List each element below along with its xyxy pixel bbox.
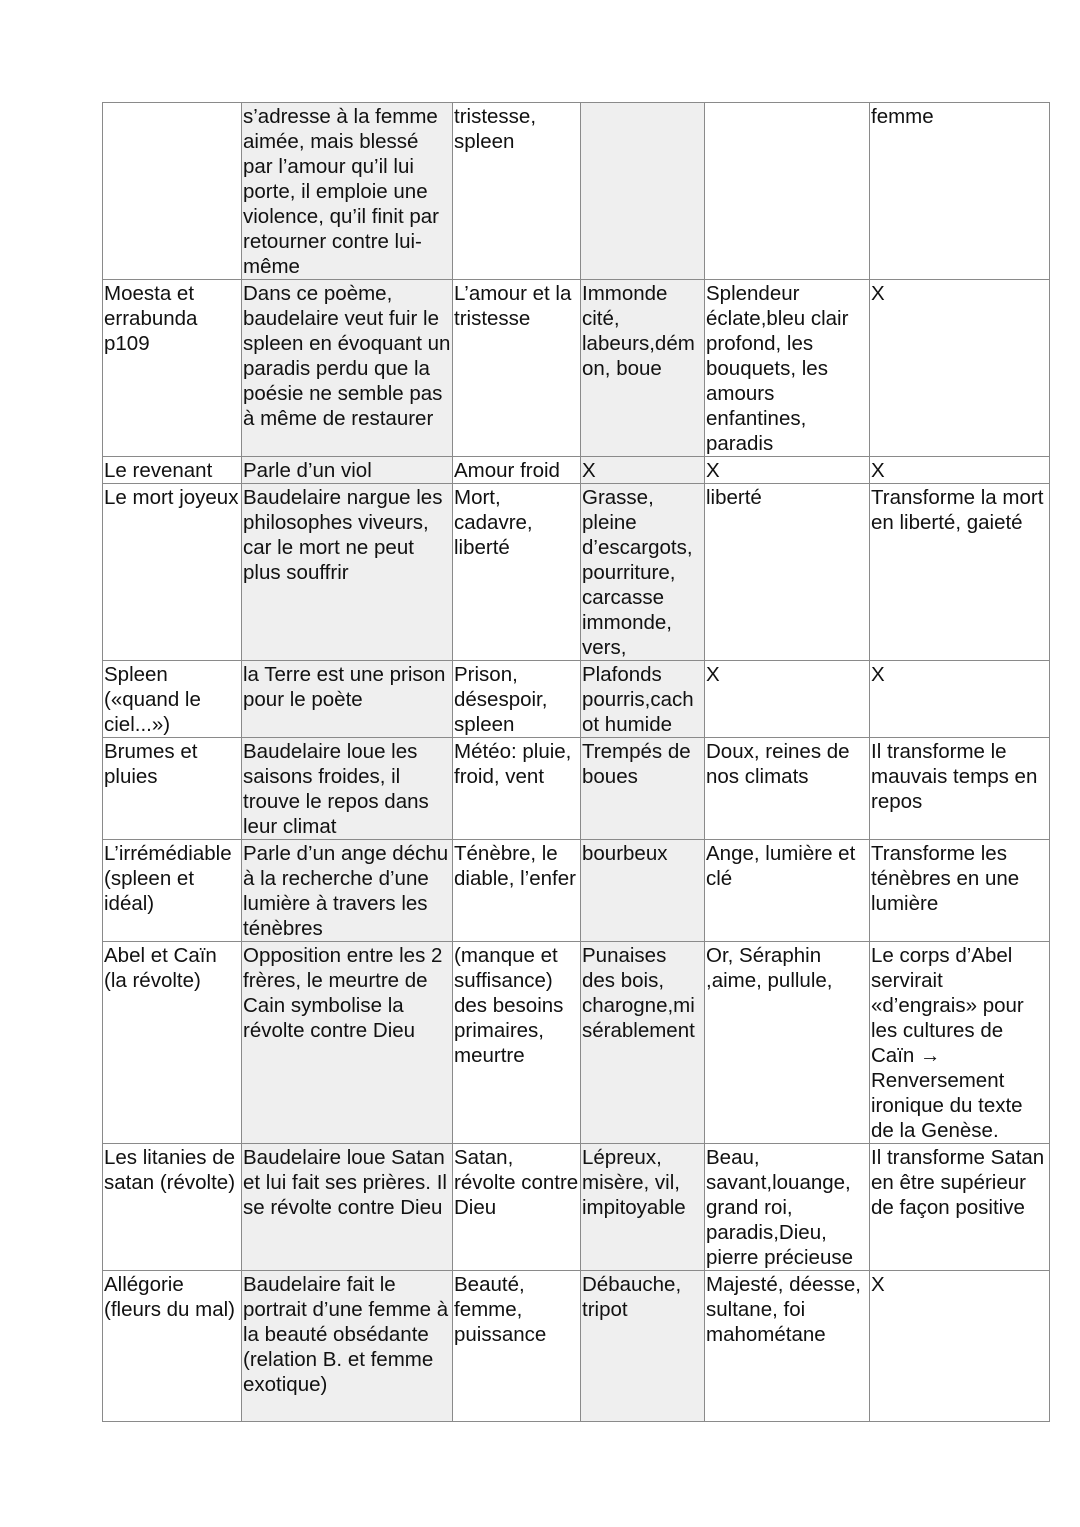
cell-ugly-words: Trempés de boues	[581, 738, 705, 840]
cell-summary: Parle d’un viol	[242, 457, 453, 484]
cell-transformation: X	[870, 661, 1050, 738]
cell-beautiful-words: Splendeur éclate,bleu clair profond, les bouquets, les amours enfantines, paradis	[705, 280, 870, 457]
cell-poem-title: Les litanies de satan (révolte)	[103, 1144, 242, 1271]
cell-beautiful-words: Or, Séraphin ,aime, pullule,	[705, 942, 870, 1144]
cell-poem-title	[103, 103, 242, 280]
cell-summary: Baudelaire nargue les philosophes viveurs, car le mort ne peut plus souffrir	[242, 484, 453, 661]
cell-summary: Baudelaire loue Satan et lui fait ses prières. Il se révolte contre Dieu	[242, 1144, 453, 1271]
cell-ugly-words: Plafonds pourris,cachot humide	[581, 661, 705, 738]
cell-transformation: femme	[870, 103, 1050, 280]
cell-summary: Opposition entre les 2 frères, le meurtre de Cain symbolise la révolte contre Dieu	[242, 942, 453, 1144]
cell-summary: Baudelaire loue les saisons froides, il trouve le repos dans leur climat	[242, 738, 453, 840]
cell-poem-title: Moesta et errabunda p109	[103, 280, 242, 457]
table-row	[103, 1271, 1050, 1422]
cell-summary: la Terre est une prison pour le poète	[242, 661, 453, 738]
cell-transformation: Il transforme le mauvais temps en repos	[870, 738, 1050, 840]
cell-ugly-words: Débauche, tripot	[581, 1271, 705, 1422]
cell-ugly-words: Punaises des bois, charogne,misérablement	[581, 942, 705, 1144]
cell-themes: (manque et suffisance) des besoins primaires, meurtre	[453, 942, 581, 1144]
cell-transformation: X	[870, 280, 1050, 457]
cell-themes: Mort, cadavre, liberté	[453, 484, 581, 661]
table-row	[103, 1144, 1050, 1271]
cell-beautiful-words: X	[705, 661, 870, 738]
cell-beautiful-words: X	[705, 457, 870, 484]
cell-poem-title: Brumes et pluies	[103, 738, 242, 840]
cell-themes: L’amour et la tristesse	[453, 280, 581, 457]
cell-summary: Baudelaire fait le portrait d’une femme à la beauté obsédante (relation B. et femme exotique)	[242, 1271, 453, 1422]
table-row	[103, 280, 1050, 457]
cell-themes: Amour froid	[453, 457, 581, 484]
cell-beautiful-words: Beau, savant,louange, grand roi, paradis,Dieu, pierre précieuse	[705, 1144, 870, 1271]
cell-beautiful-words	[705, 103, 870, 280]
cell-themes: Ténèbre, le diable, l’enfer	[453, 840, 581, 942]
cell-transformation: Il transforme Satan en être supérieur de façon positive	[870, 1144, 1050, 1271]
table-row	[103, 942, 1050, 1144]
cell-poem-title: Le revenant	[103, 457, 242, 484]
poem-analysis-table	[102, 102, 1050, 1422]
cell-transformation: Le corps d’Abel servirait «d’engrais» pour les cultures de Caïn → Renversement ironique du texte de la Genèse.	[870, 942, 1050, 1144]
cell-summary: Dans ce poème, baudelaire veut fuir le spleen en évoquant un paradis perdu que la poésie ne semble pas à même de restaurer	[242, 280, 453, 457]
cell-transformation: X	[870, 457, 1050, 484]
table-row	[103, 840, 1050, 942]
cell-beautiful-words: Ange, lumière et clé	[705, 840, 870, 942]
cell-poem-title: Spleen («quand le ciel...»)	[103, 661, 242, 738]
cell-ugly-words: Grasse, pleine d’escargots, pourriture, carcasse immonde, vers,	[581, 484, 705, 661]
cell-transformation: Transforme la mort en liberté, gaieté	[870, 484, 1050, 661]
cell-poem-title: Abel et Caïn (la révolte)	[103, 942, 242, 1144]
cell-beautiful-words: Doux, reines de nos climats	[705, 738, 870, 840]
cell-summary: s’adresse à la femme aimée, mais blessé par l’amour qu’il lui porte, il emploie une violence, qu’il finit par retourner contre lui-même	[242, 103, 453, 280]
cell-beautiful-words: liberté	[705, 484, 870, 661]
table-row	[103, 457, 1050, 484]
cell-ugly-words: Lépreux, misère, vil, impitoyable	[581, 1144, 705, 1271]
cell-themes: Prison, désespoir, spleen	[453, 661, 581, 738]
table-row	[103, 661, 1050, 738]
cell-poem-title: Allégorie (fleurs du mal)	[103, 1271, 242, 1422]
cell-poem-title: L’irrémédiable (spleen et idéal)	[103, 840, 242, 942]
cell-themes: tristesse, spleen	[453, 103, 581, 280]
cell-ugly-words	[581, 103, 705, 280]
cell-summary: Parle d’un ange déchu à la recherche d’une lumière à travers les ténèbres	[242, 840, 453, 942]
table-row	[103, 484, 1050, 661]
cell-transformation: X	[870, 1271, 1050, 1422]
cell-ugly-words: Immonde cité, labeurs,démon, boue	[581, 280, 705, 457]
table-row	[103, 738, 1050, 840]
cell-ugly-words: bourbeux	[581, 840, 705, 942]
cell-transformation: Transforme les ténèbres en une lumière	[870, 840, 1050, 942]
cell-themes: Météo: pluie, froid, vent	[453, 738, 581, 840]
cell-themes: Beauté, femme, puissance	[453, 1271, 581, 1422]
cell-ugly-words: X	[581, 457, 705, 484]
cell-themes: Satan, révolte contre Dieu	[453, 1144, 581, 1271]
table-row	[103, 103, 1050, 280]
cell-poem-title: Le mort joyeux	[103, 484, 242, 661]
cell-beautiful-words: Majesté, déesse, sultane, foi mahométane	[705, 1271, 870, 1422]
